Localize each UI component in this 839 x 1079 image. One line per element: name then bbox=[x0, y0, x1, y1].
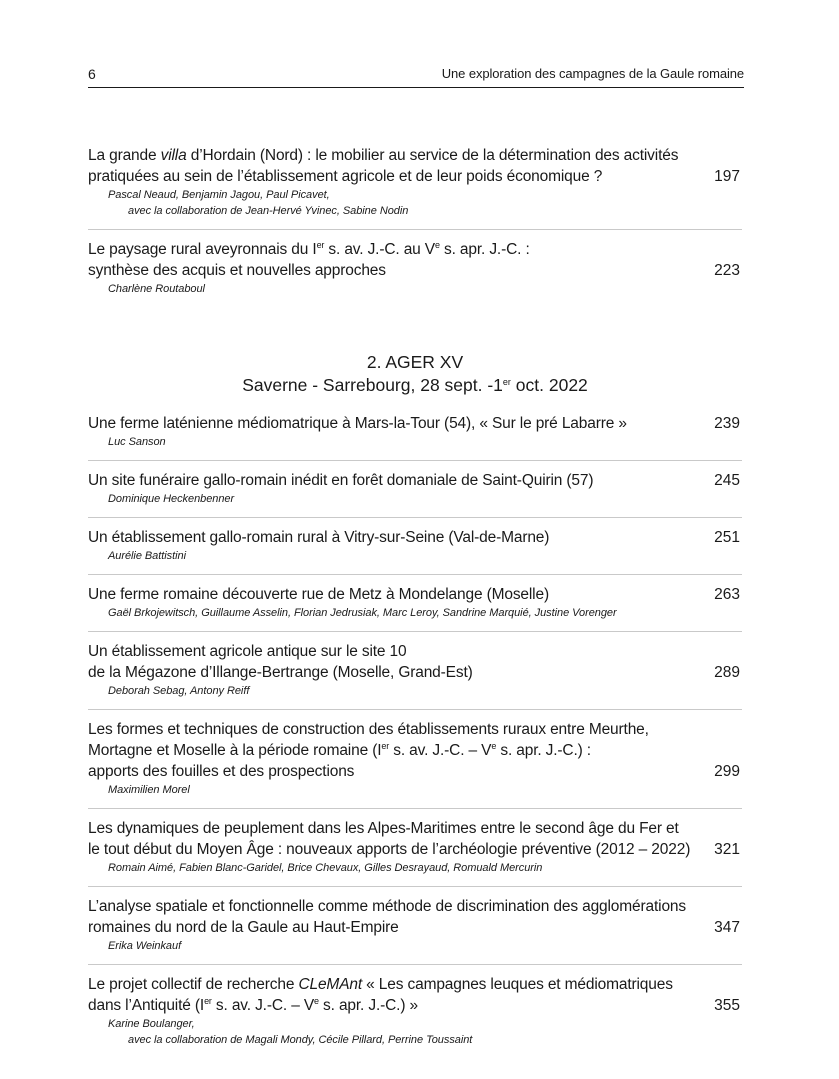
entry-page-number: 299 bbox=[714, 763, 740, 780]
toc-entry bbox=[88, 413, 742, 461]
toc-entry bbox=[88, 974, 742, 1058]
entry-page-number: 355 bbox=[714, 997, 740, 1014]
toc-entry bbox=[88, 145, 742, 230]
toc-entry bbox=[88, 239, 742, 307]
entry-authors: Charlène Routaboul bbox=[108, 283, 205, 295]
toc-entry bbox=[88, 527, 742, 575]
table-of-contents bbox=[88, 145, 742, 1067]
entry-title: Le paysage rural aveyronnais du Ier s. av. J.-C. au Ve s. apr. J.-C. : synthèse des acquis et nouvelles approches bbox=[88, 240, 530, 279]
running-header bbox=[88, 63, 744, 88]
entry-authors: Gaël Brkojewitsch, Guillaume Asselin, Florian Jedrusiak, Marc Leroy, Sandrine Marquié, Justine Vorenger bbox=[108, 607, 617, 619]
entry-title: Un site funéraire gallo-romain inédit en forêt domaniale de Saint-Quirin (57) bbox=[88, 472, 594, 489]
entry-page-number: 263 bbox=[714, 586, 740, 603]
entry-authors: Luc Sanson bbox=[108, 436, 166, 448]
entry-title: Les dynamiques de peuplement dans les Alpes-Maritimes entre le second âge du Fer et le tout début du Moyen Âge : nouveaux apports de l’archéologie préventive (2012 – 2022) bbox=[88, 820, 691, 858]
section-title: 2. AGER XV bbox=[366, 352, 464, 372]
entry-title: Un établissement agricole antique sur le site 10 de la Mégazone d’Illange-Bertrange (Moselle, Grand-Est) bbox=[88, 643, 473, 681]
page-number: 6 bbox=[88, 66, 96, 82]
toc-entry bbox=[88, 896, 742, 965]
entry-authors: Karine Boulanger, avec la collaboration de Magali Mondy, Cécile Pillard, Perrine Toussaint bbox=[108, 1016, 694, 1048]
entry-page-number: 347 bbox=[714, 919, 740, 936]
entry-authors: Maximilien Morel bbox=[108, 784, 190, 796]
entry-authors: Romain Aimé, Fabien Blanc-Garidel, Brice Chevaux, Gilles Desrayaud, Romuald Mercurin bbox=[108, 862, 543, 874]
section-subtitle: Saverne - Sarrebourg, 28 sept. -1er oct. 2022 bbox=[242, 375, 588, 395]
section-heading bbox=[88, 351, 742, 397]
toc-entry bbox=[88, 470, 742, 518]
entry-page-number: 245 bbox=[714, 472, 740, 489]
entry-title: L’analyse spatiale et fonctionnelle comme méthode de discrimination des agglomérations romaines du nord de la Gaule au Haut-Empire bbox=[88, 898, 686, 936]
entry-title: Une ferme laténienne médiomatrique à Mars-la-Tour (54), « Sur le pré Labarre » bbox=[88, 415, 627, 432]
entry-title: Un établissement gallo-romain rural à Vitry-sur-Seine (Val-de-Marne) bbox=[88, 529, 550, 546]
entry-title: Une ferme romaine découverte rue de Metz à Mondelange (Moselle) bbox=[88, 586, 549, 603]
entry-authors: Deborah Sebag, Antony Reiff bbox=[108, 685, 250, 697]
entry-title: Le projet collectif de recherche CLeMAnt « Les campagnes leuques et médiomatriques dans l’Antiquité (Ier s. av. J.-C. – Ve s. apr. J.-C.) » bbox=[88, 976, 673, 1014]
toc-entry bbox=[88, 719, 742, 809]
entry-page-number: 289 bbox=[714, 664, 740, 681]
toc-entry bbox=[88, 584, 742, 632]
entry-authors: Dominique Heckenbenner bbox=[108, 493, 235, 505]
entry-authors: Aurélie Battistini bbox=[108, 550, 186, 562]
entry-title: Les formes et techniques de construction des établissements ruraux entre Meurthe, Mortagne et Moselle à la période romaine (Ier s. av. J.-C. – Ve s. apr. J.-C.) : apports des fouilles et des prospections bbox=[88, 721, 649, 780]
entry-page-number: 223 bbox=[714, 262, 740, 279]
entry-page-number: 321 bbox=[714, 841, 740, 858]
entry-authors: Erika Weinkauf bbox=[108, 940, 182, 952]
entry-collaboration: avec la collaboration de Jean-Hervé Yvinec, Sabine Nodin bbox=[128, 205, 409, 217]
entry-page-number: 197 bbox=[714, 168, 740, 185]
toc-entry bbox=[88, 818, 742, 887]
entry-authors: Pascal Neaud, Benjamin Jagou, Paul Picavet, avec la collaboration de Jean-Hervé Yvinec, Sabine Nodin bbox=[108, 187, 694, 219]
entry-page-number: 251 bbox=[714, 529, 740, 546]
entry-collaboration: avec la collaboration de Magali Mondy, Cécile Pillard, Perrine Toussaint bbox=[128, 1034, 473, 1046]
toc-entry bbox=[88, 641, 742, 710]
entry-title: La grande villa d’Hordain (Nord) : le mobilier au service de la détermination des activités pratiquées au sein de l’établissement agricole et de leur poids économique ? bbox=[88, 147, 679, 185]
entry-page-number: 239 bbox=[714, 415, 740, 432]
running-title: Une exploration des campagnes de la Gaule romaine bbox=[441, 66, 744, 81]
